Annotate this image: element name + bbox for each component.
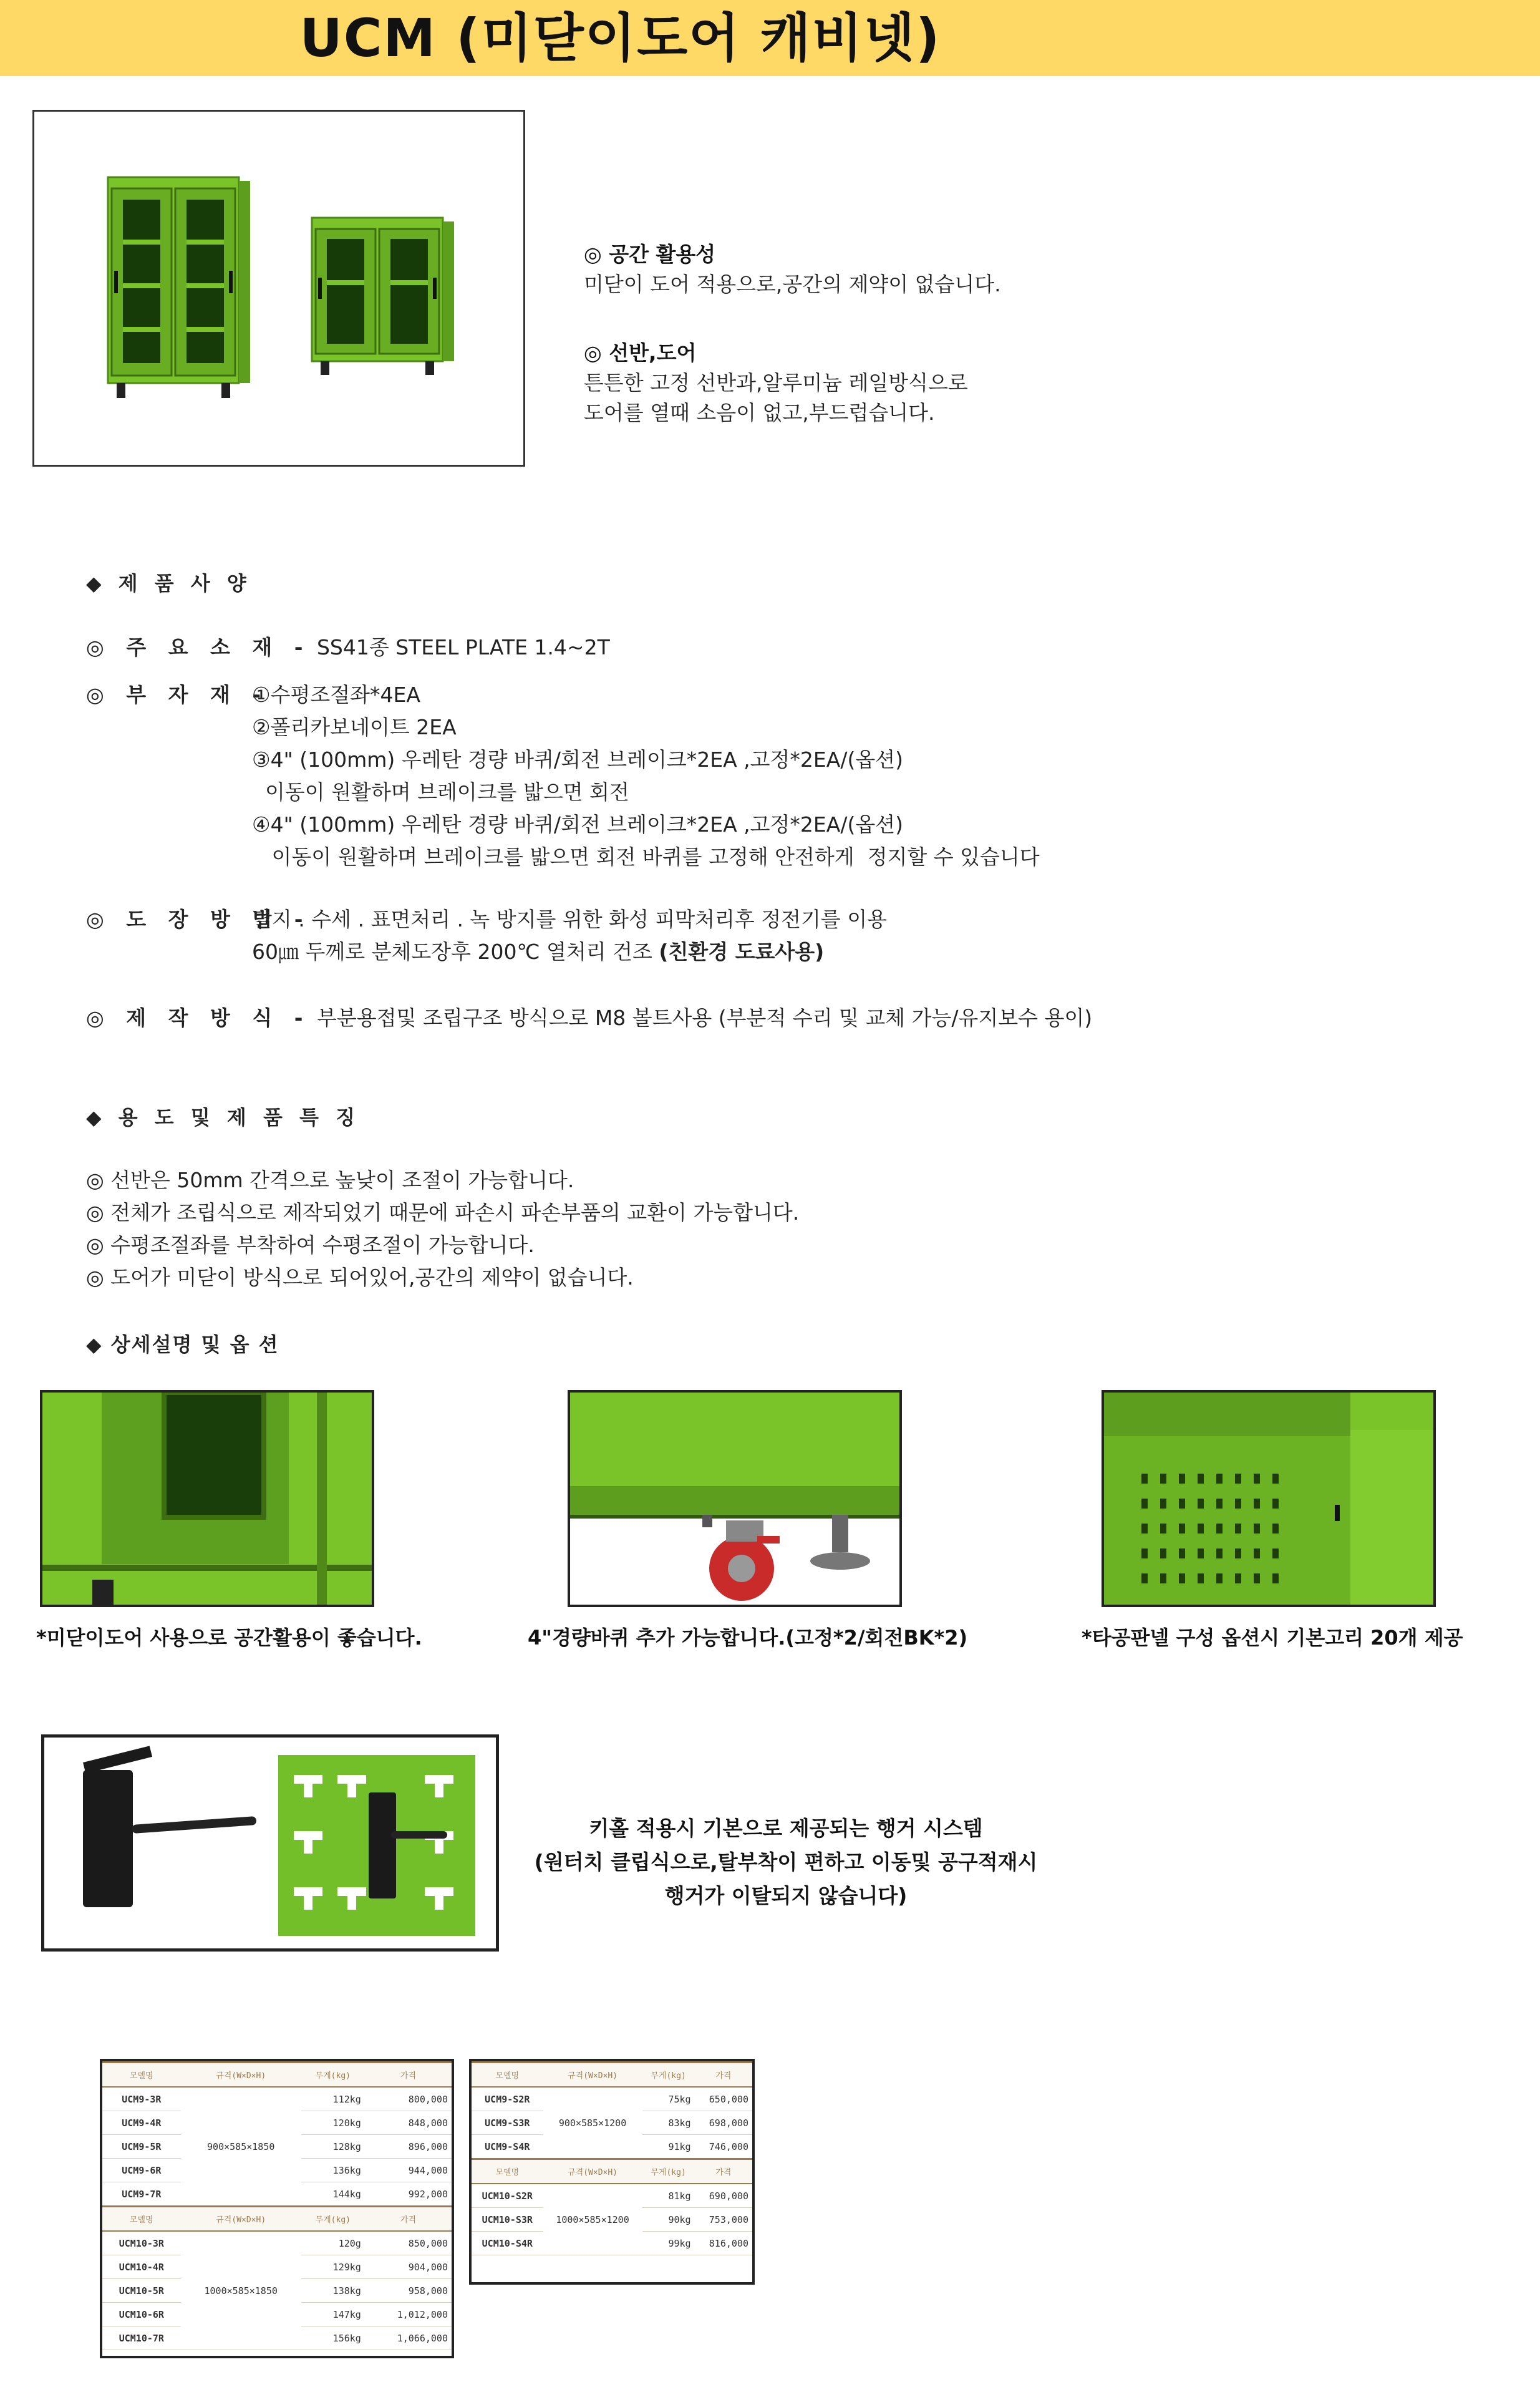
cabinet-illustration	[34, 112, 523, 465]
page-title: UCM (미닫이도어 캐비넷)	[299, 7, 941, 69]
table-row: UCM10-4R 129kg 904,000	[102, 2255, 452, 2279]
usage-list	[86, 1164, 799, 1294]
table-header-row: 모델명 규격(W×D×H) 무게(kg) 가격	[472, 2159, 752, 2184]
table-row: UCM9-3R 900×585×1850 112kg 800,000	[102, 2087, 452, 2111]
detail-title: ◆ 상세설명 및 옵 션	[86, 1333, 279, 1356]
spec-parts-label: ◎ 부 자 재 -	[86, 683, 269, 707]
table-row: UCM9-5R 128kg 896,000	[102, 2135, 452, 2159]
list-item: ◎ 선반은 50mm 간격으로 높낮이 조절이 가능합니다.	[86, 1168, 574, 1192]
table-header-row: 모델명 규격(W×D×H) 무게(kg) 가격	[472, 2063, 752, 2088]
spec-coating: 탈지 . 수세 . 표면처리 . 녹 방지를 위한 화성 피막처리후 정전기를 이용 60㎛ 두께로 분체도장후 200℃ 열처리 건조 (친환경 도료사용)	[252, 907, 888, 964]
table-row: UCM9-S2R 900×585×1200 75kg 650,000	[472, 2087, 752, 2111]
caption-pegboard: *타공판넬 구성 옵션시 기본고리 20개 제공	[1082, 1626, 1463, 1650]
table-row: UCM10-S3R 90kg 753,000	[472, 2208, 752, 2232]
hanger-description: 키홀 적용시 기본으로 제공되는 행거 시스템 (원터치 클립식으로,탈부착이 편하고 이동및 공구적재시 행거가 이탈되지 않습니다)	[534, 1816, 1038, 1908]
spec-coating-label: ◎ 도 장 방 법 -	[86, 907, 311, 931]
table-row: UCM10-S2R 1000×585×1200 81kg 690,000	[472, 2184, 752, 2208]
table-row: UCM10-7R 156kg 1,066,000	[102, 2326, 452, 2350]
table-row: UCM10-S4R 99kg 816,000	[472, 2232, 752, 2255]
detail-door-photo	[40, 1390, 374, 1607]
list-item: ◎ 전체가 조립식으로 제작되었기 때문에 파손시 파손부품의 교환이 가능합니다.	[86, 1200, 800, 1225]
price-table-tall	[100, 2059, 454, 2358]
list-item: ◎ 수평조절좌를 부착하여 수평조절이 가능합니다.	[86, 1233, 535, 1257]
spec-material: ◎ 주 요 소 재 - SS41종 STEEL PLATE 1.4~2T	[86, 635, 610, 659]
table-row: UCM10-5R 138kg 958,000	[102, 2279, 452, 2303]
usage-title: ◆ 용 도 및 제 품 특 징	[86, 1106, 360, 1129]
price-table-short	[469, 2059, 755, 2285]
product-photo	[32, 110, 525, 467]
table-header-row: 모델명 규격(W×D×H) 무게(kg) 가격	[102, 2207, 452, 2232]
table-header-row: 모델명 규격(W×D×H) 무게(kg) 가격	[102, 2063, 452, 2088]
spec-title: ◆ 제 품 사 양	[86, 571, 251, 595]
table-row: UCM9-7R 144kg 992,000	[102, 2182, 452, 2207]
list-item: ◎ 도어가 미닫이 방식으로 되어있어,공간의 제약이 없습니다.	[86, 1265, 634, 1290]
caption-door: *미닫이도어 사용으로 공간활용이 좋습니다.	[36, 1626, 422, 1650]
tall-cabinet	[108, 177, 250, 398]
hanger-icon	[83, 1746, 256, 1907]
spec-making: ◎ 제 작 방 식 - 부분용접및 조립구조 방식으로 M8 볼트사용 (부분적 수리 및 교체 가능/유지보수 용이)	[86, 1006, 1093, 1030]
detail-pegboard-photo	[1102, 1390, 1436, 1607]
spec-parts-list: ①수평조절좌*4EA ②폴리카보네이트 2EA ③4" (100mm) 우레탄 경량 바퀴/회전 브레이크*2EA ,고정*2EA/(옵션) 이동이 원활하며 브레이크를 밟으면 회전 ④4" (100mm) 우레탄 경량 바퀴/회전 브레이크*2EA ,고정*2EA/(옵션) 이동이 원활하며 브레이크를 밟으면 회전 바퀴를 고정해 안전하게 정지할 수 있습니다	[252, 683, 1040, 869]
table-row: UCM10-3R 1000×585×1850 120g 850,000	[102, 2231, 452, 2255]
table-row: UCM9-S4R 91kg 746,000	[472, 2135, 752, 2159]
short-cabinet	[312, 218, 454, 375]
table-row: UCM9-S3R 83kg 698,000	[472, 2111, 752, 2135]
detail-wheel-photo	[568, 1390, 902, 1607]
table-row: UCM10-6R 147kg 1,012,000	[102, 2303, 452, 2326]
table-row: UCM9-6R 136kg 944,000	[102, 2159, 452, 2182]
table-row: UCM9-4R 120kg 848,000	[102, 2111, 452, 2135]
feature-space: ◎ 공간 활용성 미닫이 도어 적용으로,공간의 제약이 없습니다.	[584, 242, 1001, 296]
caption-wheel: 4"경량바퀴 추가 가능합니다.(고정*2/회전BK*2)	[528, 1626, 968, 1650]
feature-shelf-door: ◎ 선반,도어 튼튼한 고정 선반과,알루미늄 레일방식으로 도어를 열때 소음이 없고,부드럽습니다.	[584, 341, 968, 425]
hanger-photo	[41, 1734, 499, 1952]
